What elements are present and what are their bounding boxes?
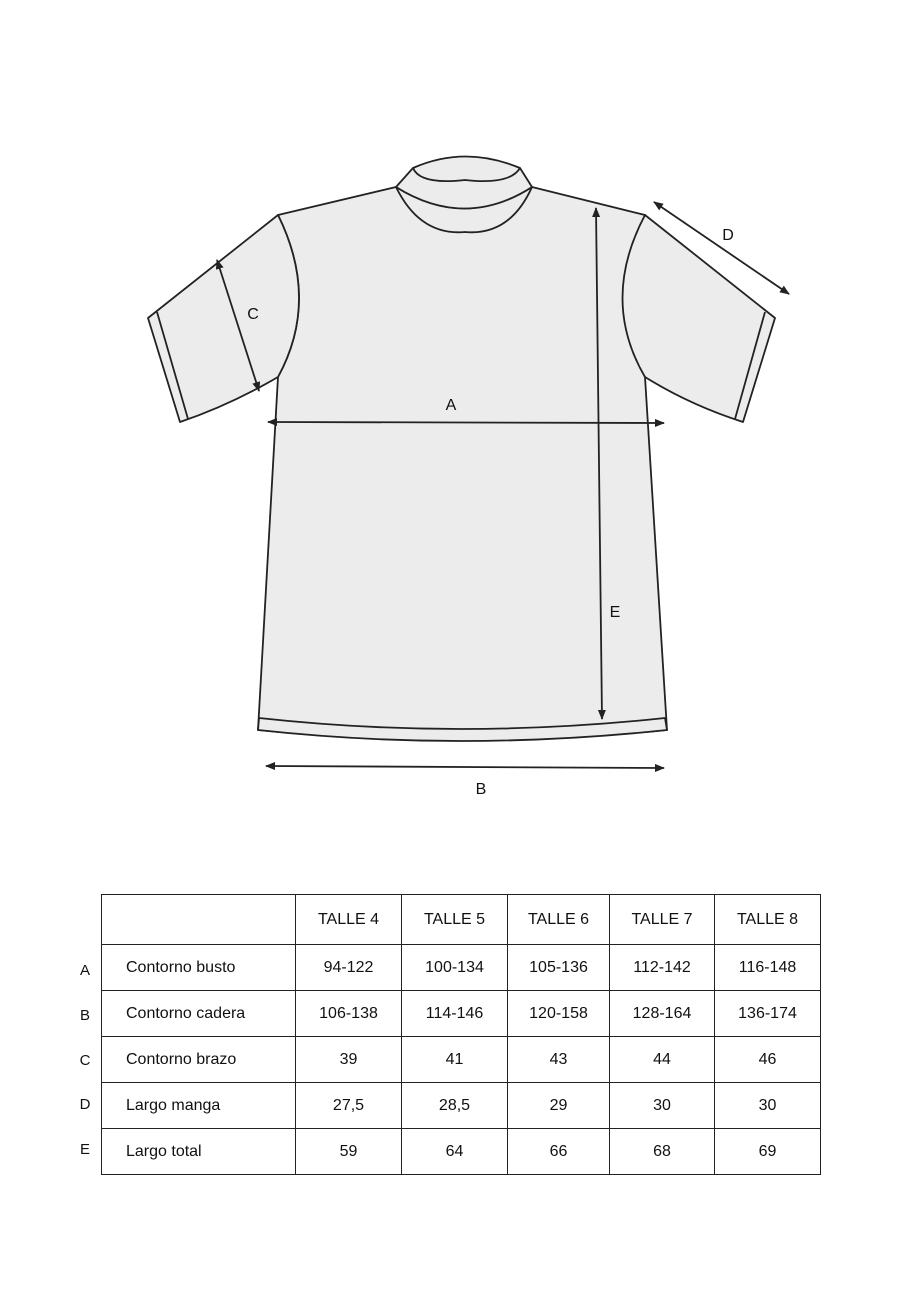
- table-cell: 46: [715, 1037, 821, 1083]
- table-row: [102, 991, 821, 1037]
- row-label: Contorno busto: [102, 945, 296, 991]
- arrow-a: [268, 422, 664, 423]
- table-row: [102, 945, 821, 991]
- table-row: [102, 1129, 821, 1175]
- label-d: D: [722, 227, 734, 244]
- row-label: Largo manga: [102, 1083, 296, 1129]
- table-cell: 69: [715, 1129, 821, 1175]
- header-cell: TALLE 8: [715, 895, 821, 945]
- table-cell: 116-148: [715, 945, 821, 991]
- header-cell-empty: [102, 895, 296, 945]
- table-cell: 64: [402, 1129, 508, 1175]
- header-cell: TALLE 4: [296, 895, 402, 945]
- row-letter-b: B: [79, 1007, 90, 1024]
- table-cell: 114-146: [402, 991, 508, 1037]
- tshirt-outline: [148, 157, 775, 742]
- table-cell: 59: [296, 1129, 402, 1175]
- label-c: C: [247, 306, 259, 323]
- label-b: B: [475, 781, 487, 798]
- row-label: Contorno brazo: [102, 1037, 296, 1083]
- arrow-b: [266, 766, 664, 768]
- header-cell: TALLE 5: [402, 895, 508, 945]
- header-cell: TALLE 6: [508, 895, 610, 945]
- table-cell: 112-142: [610, 945, 715, 991]
- table-cell: 44: [610, 1037, 715, 1083]
- table-cell: 41: [402, 1037, 508, 1083]
- row-letter-c: C: [79, 1052, 91, 1069]
- tshirt-body: [258, 187, 667, 740]
- size-table: [101, 894, 821, 1175]
- label-a: A: [445, 397, 457, 414]
- header-cell: TALLE 7: [610, 895, 715, 945]
- table-cell: 27,5: [296, 1083, 402, 1129]
- row-label: Largo total: [102, 1129, 296, 1175]
- table-row: [102, 1037, 821, 1083]
- row-letter-d: D: [79, 1096, 91, 1113]
- table-cell: 128-164: [610, 991, 715, 1037]
- label-e: E: [609, 604, 621, 621]
- table-header-row: [102, 895, 821, 945]
- table-cell: 30: [715, 1083, 821, 1129]
- row-label: Contorno cadera: [102, 991, 296, 1037]
- row-letter-e: E: [79, 1141, 90, 1158]
- table-cell: 105-136: [508, 945, 610, 991]
- row-letter-a: A: [79, 962, 90, 979]
- table-row: [102, 1083, 821, 1129]
- table-cell: 29: [508, 1083, 610, 1129]
- table-cell: 120-158: [508, 991, 610, 1037]
- table-cell: 30: [610, 1083, 715, 1129]
- table-cell: 68: [610, 1129, 715, 1175]
- table-cell: 94-122: [296, 945, 402, 991]
- table-cell: 43: [508, 1037, 610, 1083]
- table-cell: 100-134: [402, 945, 508, 991]
- table-cell: 28,5: [402, 1083, 508, 1129]
- table-cell: 66: [508, 1129, 610, 1175]
- table-cell: 106-138: [296, 991, 402, 1037]
- table-cell: 136-174: [715, 991, 821, 1037]
- table-cell: 39: [296, 1037, 402, 1083]
